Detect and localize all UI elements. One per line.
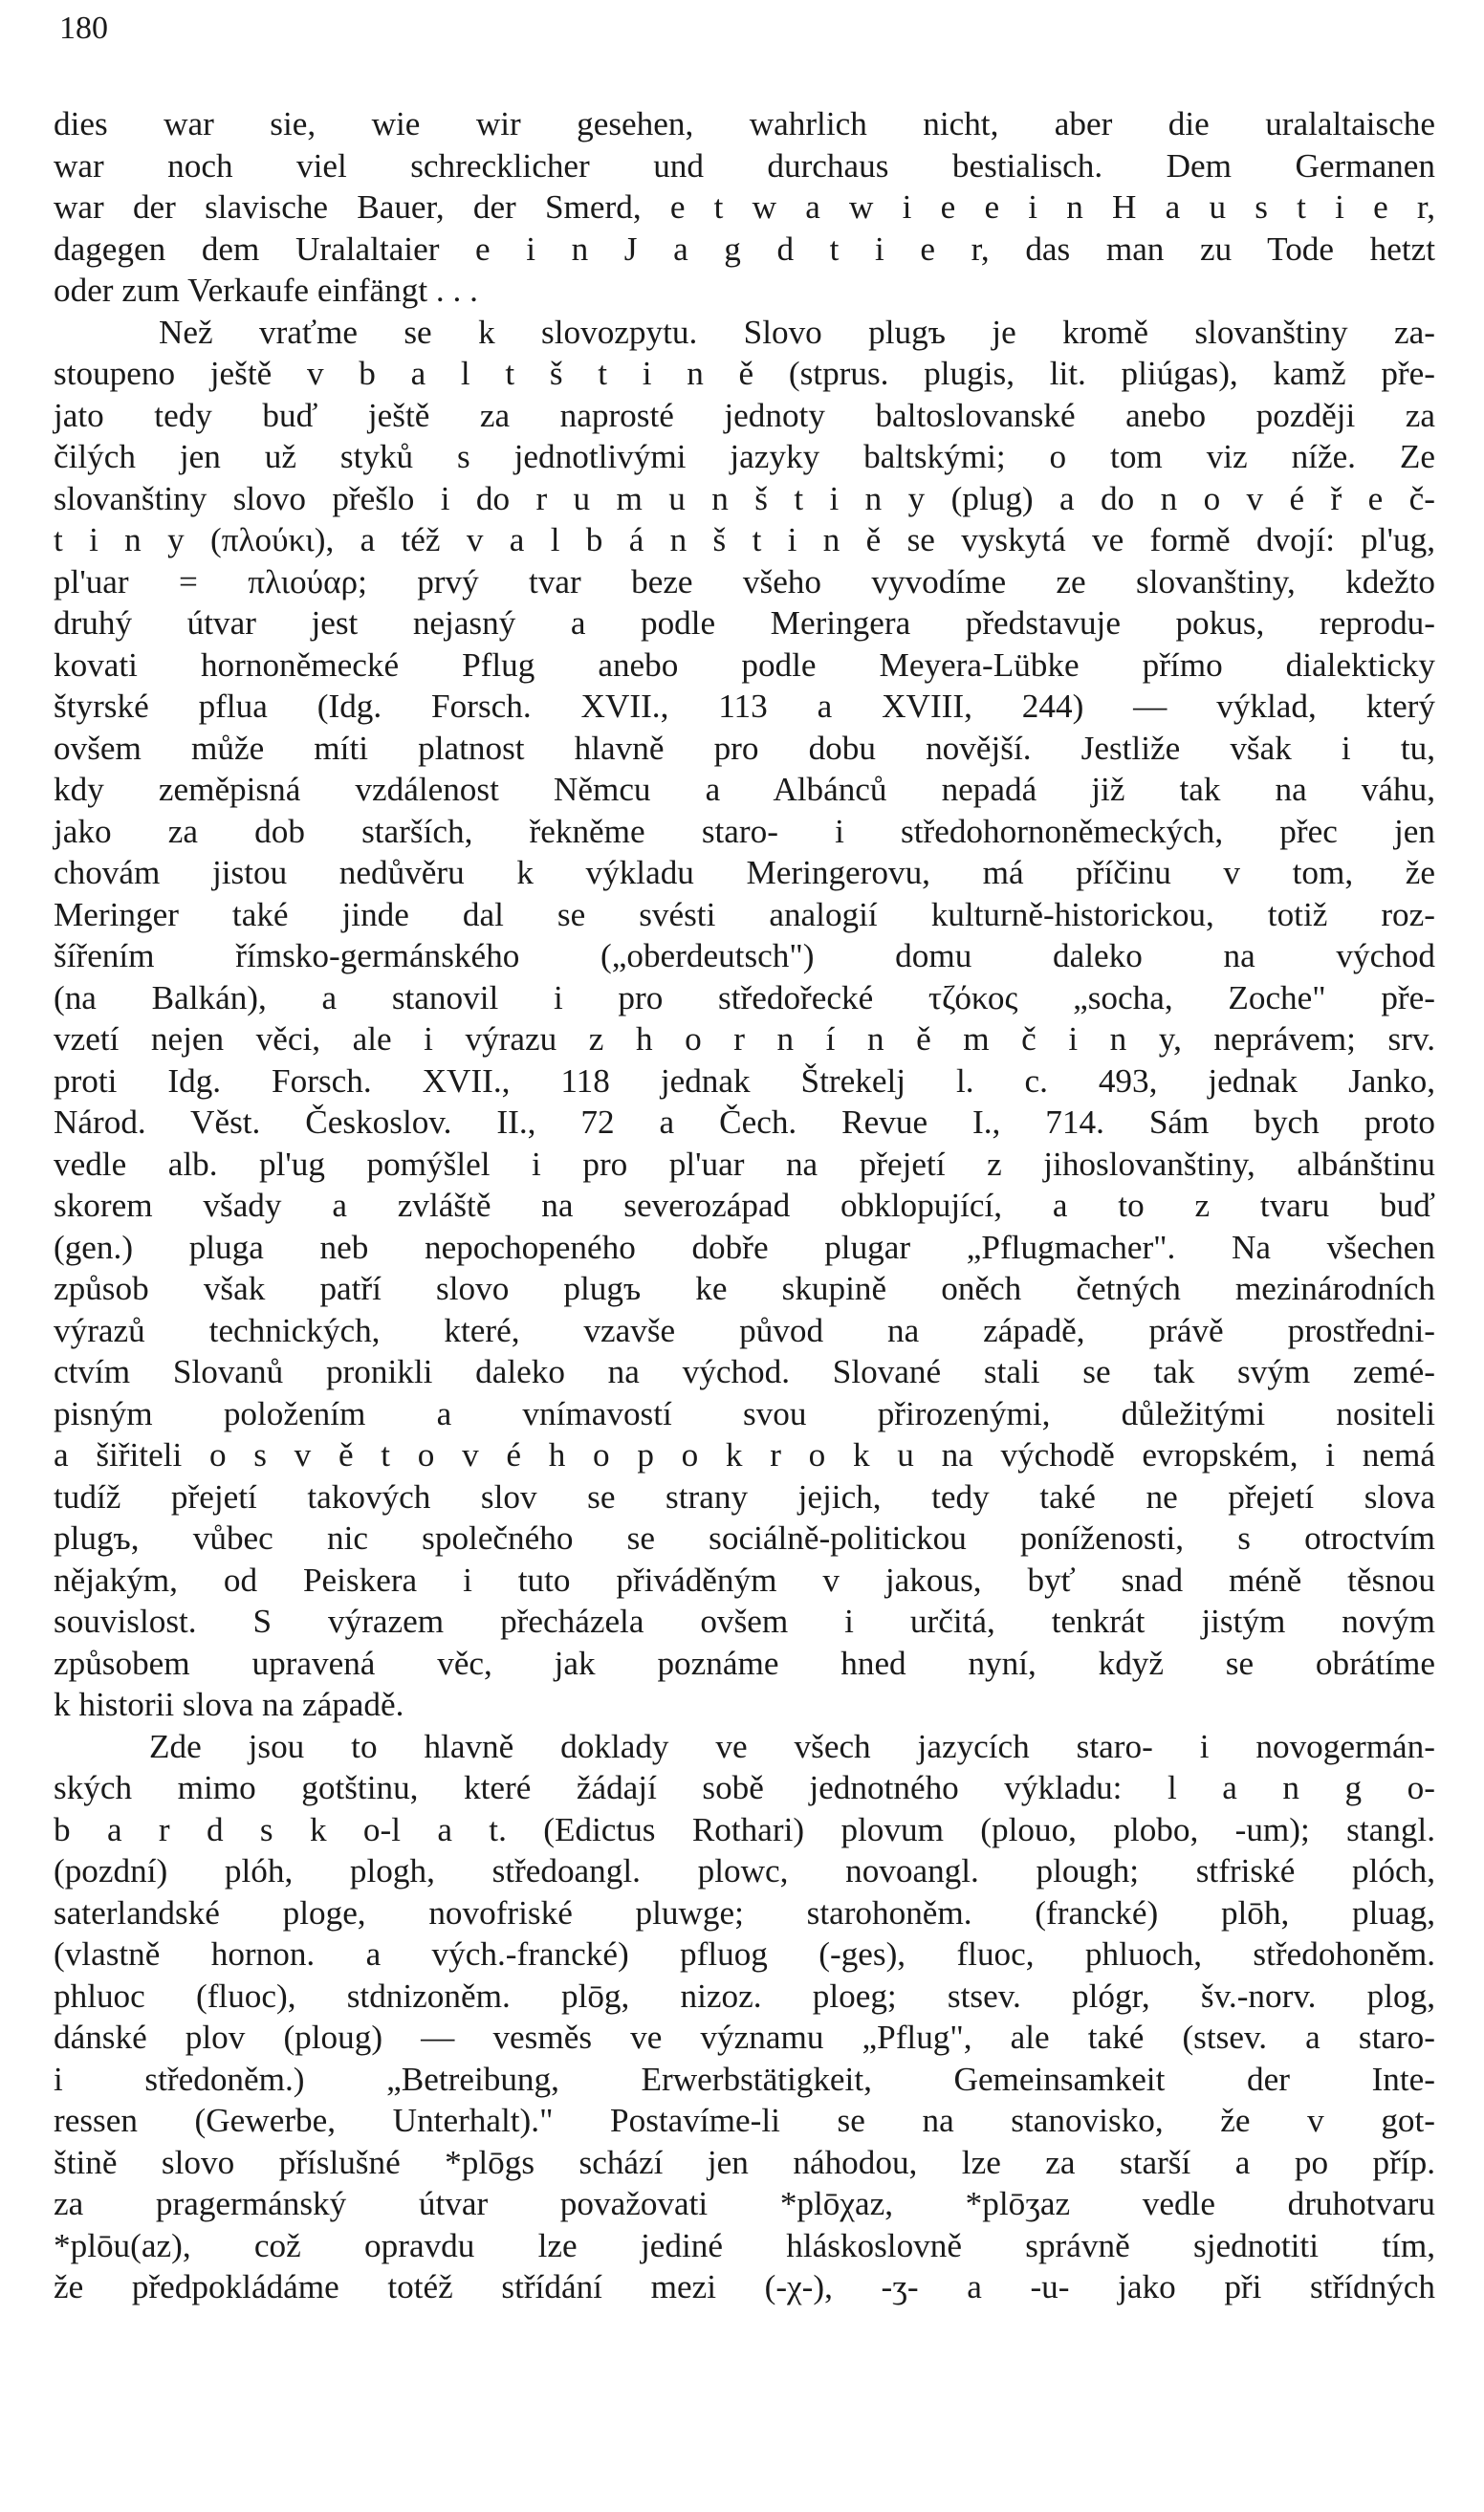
text-line: (na Balkán), a stanovil i pro středořecké τζόκος „socha, Zoche" pře-	[54, 978, 1435, 1016]
text-line: kovati hornoněmecké Pflug anebo podle Meyera-Lübke přímo dialekticky	[54, 645, 1435, 684]
text-line: chovám jistou nedůvěru k výkladu Meringerovu, má příčinu v tom, že	[54, 854, 1435, 891]
text-line: pl'uar = πλιούαρ; prvý tvar beze všeho vyvodíme ze slovanštiny, kdežto	[54, 562, 1435, 601]
text-line: war noch viel schrecklicher und durchaus bestialisch. Dem Germanen	[54, 146, 1435, 185]
text-line: jako za dob starších, řekněme staro- i středohornoněmeckých, přec jen	[54, 812, 1435, 850]
text-line: jato tedy buď ještě za naprosté jednoty baltoslovanské anebo později za	[54, 396, 1435, 434]
text-line: ressen (Gewerbe, Unterhalt)." Postavíme-li se na stanovisko, že v got-	[54, 2102, 1435, 2139]
text-line: štyrské pflua (Idg. Forsch. XVII., 113 a XVIII, 244) — výklad, který	[54, 688, 1435, 725]
text-line: dies war sie, wie wir gesehen, wahrlich nicht, aber die uralaltaische	[54, 105, 1435, 142]
text-line: (pozdní) plóh, plogh, středoangl. plowc, novoangl. plough; stfriské plóch,	[54, 1852, 1435, 1889]
body-text	[54, 103, 1435, 2308]
text-line: vzetí nejen věci, ale i výrazu z h o r n í n ě m č i n y, neprávem; srv.	[54, 1020, 1435, 1058]
text-line: *plōu(az), což opravdu lze jediné hláskoslovně správně sjednotiti tím,	[54, 2226, 1435, 2264]
text-line: za pragermánský útvar považovati *plōχaz, *plōʒaz vedle druhotvaru	[54, 2185, 1435, 2222]
text-line: šířením římsko-germánského („oberdeutsch") domu daleko na východ	[54, 937, 1435, 974]
text-line: (gen.) pluga neb nepochopeného dobře plugar „Pflugmacher". Na všechen	[54, 1228, 1435, 1266]
text-line: že předpokládáme totéž střídání mezi (-χ-), -ʒ- a -u- jako při střídných	[54, 2268, 1435, 2305]
text-line: dánské plov (ploug) — vesměs ve významu „Pflug", ale také (stsev. a staro-	[54, 2019, 1435, 2056]
text-line: způsob však patří slovo plugъ ke skupině oněch četných mezinárodních	[54, 1270, 1435, 1307]
text-line: war der slavische Bauer, der Smerd, e t w a w i e e i n H a u s t i e r,	[54, 188, 1435, 226]
text-line: pisným položením a vnímavostí svou přirozenými, důležitými nositeli	[54, 1394, 1435, 1432]
text-line: a šiřiteli o s v ě t o v é h o p o k r o k u na východě evropském, i nemá	[54, 1436, 1435, 1474]
text-line: dagegen dem Uralaltaier e i n J a g d t i e r, das man zu Tode hetzt	[54, 229, 1435, 268]
text-line: ovšem může míti platnost hlavně pro dobu novější. Jestliže však i tu,	[54, 729, 1435, 767]
text-line: Národ. Věst. Českoslov. II., 72 a Čech. Revue I., 714. Sám bych proto	[54, 1103, 1435, 1141]
text-line: proti Idg. Forsch. XVII., 118 jednak Štrekelj l. c. 493, jednak Janko,	[54, 1061, 1435, 1100]
text-line: slovanštiny slovo přešlo i do r u m u n š t i n y (plug) a do n o v é ř e č-	[54, 479, 1435, 517]
text-line: vedle alb. pl'ug pomýšlel i pro pl'uar na přejetí z jihoslovanštiny, albánštinu	[54, 1145, 1435, 1183]
text-line: Než vraťme se k slovozpytu. Slovo plugъ je kromě slovanštiny za-	[159, 313, 1435, 351]
text-line: Meringer také jinde dal se svésti analogií kulturně-historickou, totiž roz-	[54, 895, 1435, 933]
text-line: tudíž přejetí takových slov se strany jejich, tedy také ne přejetí slova	[54, 1477, 1435, 1516]
text-line: kdy zeměpisná vzdálenost Němcu a Albánců nepadá již tak na váhu,	[54, 771, 1435, 808]
text-line: souvislost. S výrazem přecházela ovšem i určitá, tenkrát jistým novým	[54, 1603, 1435, 1640]
text-line: způsobem upravená věc, jak poznáme hned nyní, když se obrátíme	[54, 1644, 1435, 1682]
text-line: k historii slova na západě.	[54, 1686, 404, 1723]
text-line: b a r d s k o-l a t. (Edictus Rothari) plovum (plouo, plobo, -um); stangl.	[54, 1810, 1435, 1848]
text-line: nějakým, od Peiskera i tuto přiváděným v jakous, byť snad méně těsnou	[54, 1561, 1435, 1599]
text-line: ctvím Slovanů pronikli daleko na východ. Slované stali se tak svým zemé-	[54, 1353, 1435, 1390]
text-line: plugъ, vůbec nic společného se sociálně-politickou poníženosti, s otroctvím	[54, 1519, 1435, 1557]
page-number: 180	[59, 11, 108, 46]
text-line: ských mimo gotštinu, které žádají sobě jednotného výkladu: l a n g o-	[54, 1769, 1435, 1806]
text-line: druhý útvar jest nejasný a podle Meringera představuje pokus, reprodu-	[54, 604, 1435, 642]
text-line: čilých jen už styků s jednotlivými jazyky baltskými; o tom viz níže. Ze	[54, 438, 1435, 475]
text-line: t i n y (πλούκι), a též v a l b á n š t i n ě se vyskytá ve formě dvojí: pl'ug,	[54, 521, 1435, 558]
text-line: výrazů technických, které, vzavše původ na západě, právě prostředni-	[54, 1311, 1435, 1349]
text-line: phluoc (fluoc), stdnizoněm. plōg, nizoz. ploeg; stsev. plógr, šv.-norv. plog,	[54, 1977, 1435, 2015]
text-line: skorem všady a zvláště na severozápad obklopující, a to z tvaru buď	[54, 1187, 1435, 1224]
text-line: oder zum Verkaufe einfängt . . .	[54, 272, 478, 309]
text-line: stoupeno ještě v b a l t š t i n ě (stprus. plugis, lit. pliúgas), kamž pře-	[54, 355, 1435, 392]
text-line: Zde jsou to hlavně doklady ve všech jazycích staro- i novogermán-	[149, 1727, 1435, 1765]
text-line: štině slovo příslušné *plōgs schází jen náhodou, lze za starší a po příp.	[54, 2143, 1435, 2181]
text-line: (vlastně hornon. a vých.-francké) pfluog (-ges), fluoc, phluoch, středohoněm.	[54, 1935, 1435, 1973]
text-line: i středoněm.) „Betreibung, Erwerbstätigkeit, Gemeinsamkeit der Inte-	[54, 2060, 1435, 2098]
text-line: saterlandské ploge, novofriské pluwge; starohoněm. (francké) plōh, pluag,	[54, 1893, 1435, 1932]
